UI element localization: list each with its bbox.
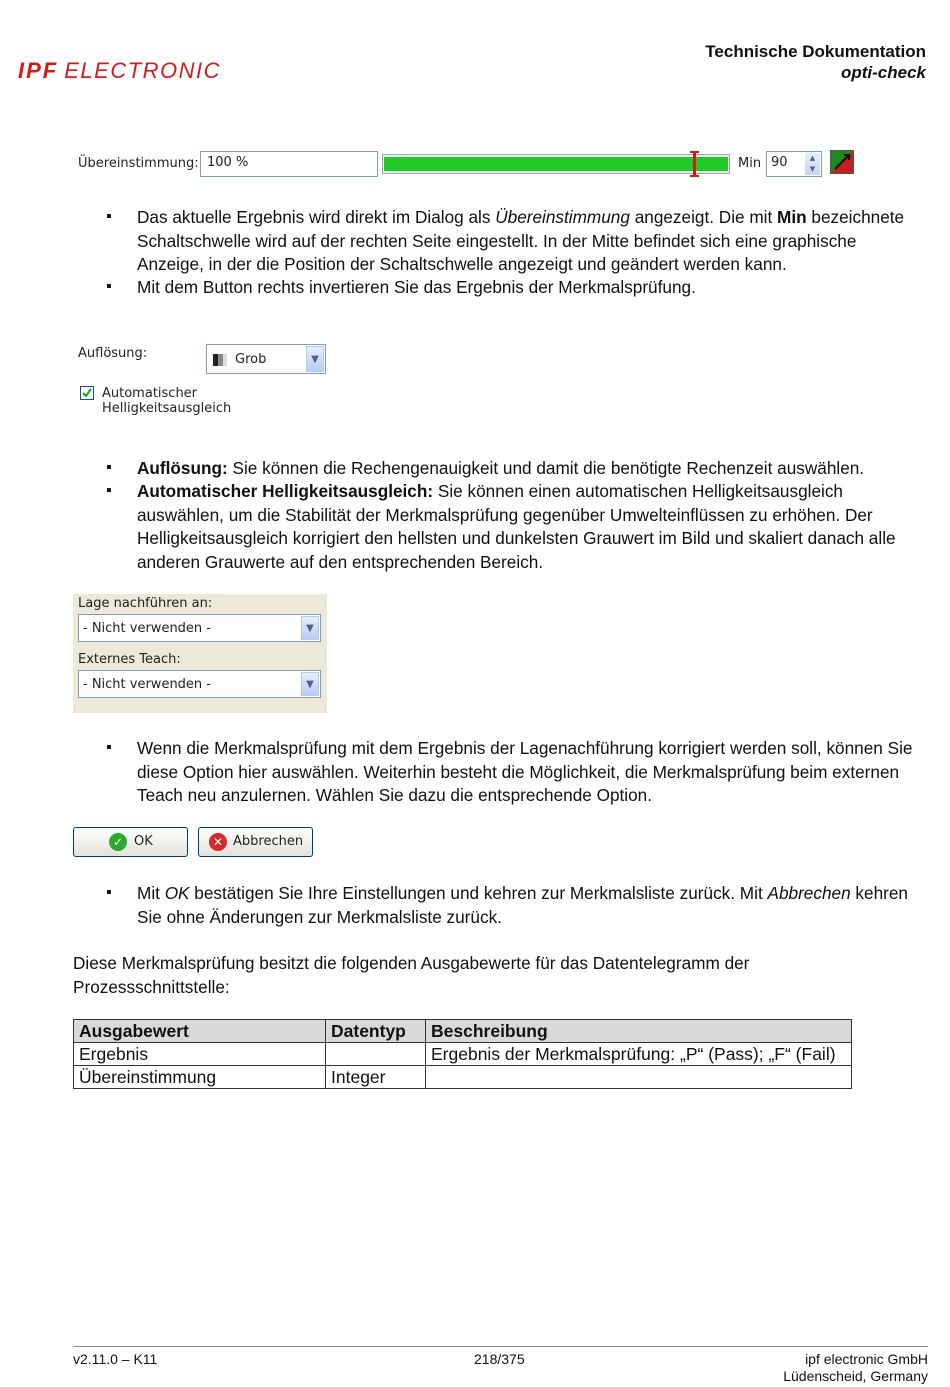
ok-button[interactable] [73, 827, 188, 857]
table-cell: Ergebnis der Merkmalsprüfung: „P“ (Pass); „F“ (Fail) [426, 1043, 852, 1066]
table-header-row [74, 1020, 852, 1043]
resolution-dropdown[interactable] [206, 344, 326, 374]
min-label: Min [738, 156, 762, 171]
bullet-text: Auflösung: Sie können die Rechengenauigkeit und damit die benötigte Rechenzeit auswählen. [137, 458, 865, 478]
bullet-marker: ▪ [106, 884, 112, 901]
bullet-text: Mit dem Button rechts invertieren Sie das Ergebnis der Merkmalsprüfung. [137, 277, 696, 297]
ok-icon: ✓ [109, 833, 127, 851]
match-panel [74, 148, 864, 182]
min-value: 90 [771, 155, 788, 170]
cancel-button[interactable] [198, 827, 313, 857]
checkmark-icon [81, 387, 93, 399]
spin-buttons[interactable] [805, 153, 820, 175]
intro-paragraph: Diese Merkmalsprüfung besitzt die folgenden Ausgabewerte für das Datentelegramm der Prozessschnittstelle: [73, 953, 750, 997]
footer-page-number: 218/375 [474, 1351, 525, 1367]
bullet-text: Das aktuelle Ergebnis wird direkt im Dialog als Übereinstimmung angezeigt. Die mit Min bezeichnete Schaltschwelle wird auf der rechten Seite eingestellt. In der Mitte befindet sich eine graphische Anzeige, in der die Position der Schaltschwelle angezeigt und geändert werden kann. [137, 207, 905, 274]
document-title: Technische Dokumentation [705, 42, 926, 61]
company-logo [18, 58, 221, 84]
match-label: Übereinstimmung: [78, 156, 199, 171]
bullet-marker: ▪ [106, 482, 112, 499]
bullet-text: Wenn die Merkmalsprüfung mit dem Ergebnis der Lagenachführung korrigiert werden soll, können Sie diese Option hier auswählen. Weiterhin besteht die Möglichkeit, die Merkmalsprüfung beim externen Teach neu anzulernen. Wählen Sie dazu die entsprechende Option. [137, 738, 913, 805]
logo-electronic: ELECTRONIC [64, 58, 222, 83]
table-cell [426, 1066, 852, 1089]
spin-down-icon[interactable]: ▼ [809, 165, 816, 173]
track-position-label: Lage nachführen an: [78, 596, 213, 611]
logo-ipf: IPF [18, 58, 59, 83]
output-values-table [73, 1019, 852, 1089]
table-row [74, 1043, 852, 1066]
threshold-marker[interactable] [693, 151, 696, 177]
min-spinbox[interactable] [766, 151, 822, 177]
resolution-selected: Grob [235, 352, 267, 367]
ok-label: OK [134, 834, 153, 849]
footer-location: Lüdenscheid, Germany [783, 1368, 928, 1384]
bullet-text: Automatischer Helligkeitsausgleich: Sie können einen automatischen Helligkeitsausgleich auswählen, um die Stabilität der Merkmalsprüfung gegenüber Umwelteinflüssen zu erhöhen. Der Helligkeitsausgleich korrigiert den hellsten und dunkelsten Grauwert im Bild und skaliert danach alle anderen Grauwerte auf den entsprechenden Bereich. [137, 481, 896, 572]
cancel-label: Abbrechen [233, 834, 304, 849]
resolution-panel [74, 342, 330, 416]
match-value-field[interactable] [200, 151, 378, 177]
threshold-slider[interactable] [382, 154, 730, 174]
resolution-label: Auflösung: [78, 346, 148, 361]
spin-up-icon[interactable]: ▲ [809, 154, 816, 162]
match-value: 100 % [207, 155, 249, 170]
column-header: Ausgabewert [74, 1020, 326, 1043]
column-header: Datentyp [326, 1020, 426, 1043]
bullet-marker: ▪ [106, 459, 112, 476]
invert-icon [831, 151, 853, 173]
chevron-down-icon[interactable]: ▼ [301, 672, 319, 696]
match-level-bar [384, 157, 728, 171]
external-teach-label: Externes Teach: [78, 652, 181, 667]
document-subtitle: opti-check [840, 63, 926, 82]
bullet-marker: ▪ [106, 208, 112, 225]
track-position-selected: - Nicht verwenden - [83, 621, 211, 636]
auto-brightness-checkbox[interactable] [80, 386, 94, 400]
footer-company [783, 1351, 928, 1385]
position-panel [73, 594, 327, 713]
table-cell: Ergebnis [74, 1043, 326, 1066]
footer-company-name: ipf electronic GmbH [805, 1351, 928, 1367]
cancel-icon: ✕ [209, 833, 227, 851]
footer-divider [73, 1346, 928, 1347]
column-header: Beschreibung [426, 1020, 852, 1043]
chevron-down-icon[interactable]: ▼ [301, 616, 319, 640]
footer-version: v2.11.0 – K11 [73, 1351, 158, 1367]
table-cell: Integer [326, 1066, 426, 1089]
auto-brightness-label: Automatischer Helligkeitsausgleich [102, 386, 232, 416]
resolution-icon [213, 354, 227, 366]
external-teach-selected: - Nicht verwenden - [83, 677, 211, 692]
invert-button[interactable] [830, 150, 854, 174]
external-teach-dropdown[interactable] [78, 670, 321, 698]
bullet-text: Mit OK bestätigen Sie Ihre Einstellungen und kehren zur Merkmalsliste zurück. Mit Abbrechen kehren Sie ohne Änderungen zur Merkmalsliste zurück. [137, 883, 908, 927]
bullet-marker: ▪ [106, 739, 112, 756]
track-position-dropdown[interactable] [78, 614, 321, 642]
table-row [74, 1066, 852, 1089]
table-cell: Übereinstimmung [74, 1066, 326, 1089]
chevron-down-icon[interactable]: ▼ [306, 346, 324, 372]
bullet-marker: ▪ [106, 278, 112, 295]
table-cell [326, 1043, 426, 1066]
